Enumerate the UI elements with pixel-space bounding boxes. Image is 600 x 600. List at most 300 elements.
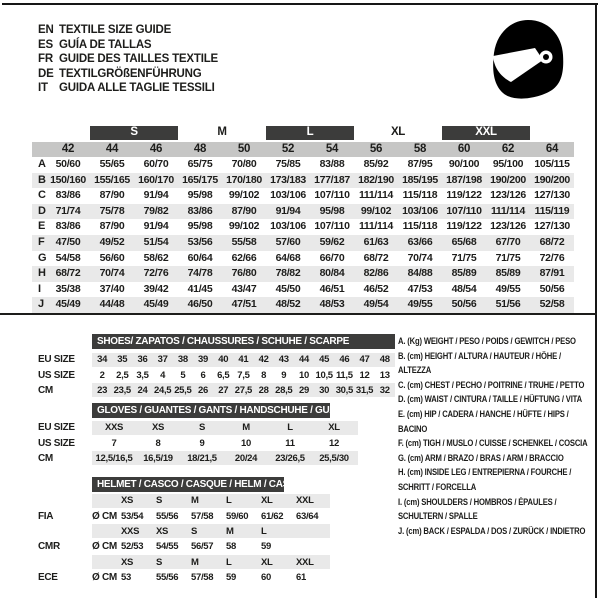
helmet-table-rows xyxy=(32,493,330,585)
size-header-values xyxy=(92,494,330,508)
measure-cell: 91/94 xyxy=(275,204,301,217)
value-cell: 24,5 xyxy=(154,384,172,396)
value-cell: 47 xyxy=(359,354,370,366)
row-label: B xyxy=(38,173,46,186)
shoes-values xyxy=(92,383,395,397)
value-cell: 52/53 xyxy=(121,541,144,553)
size-header-values xyxy=(92,524,330,538)
value-cell: 42 xyxy=(258,354,269,366)
value-cell: 59 xyxy=(261,541,271,553)
column-header-64: 64 xyxy=(545,142,559,155)
value-cell: 25,5/30 xyxy=(319,452,349,464)
row-label: CM xyxy=(38,452,53,464)
legend-item: H. (cm) INSIDE LEG / ENTREPIERNA / FOURCHE / SCHRITT / FORCELLA xyxy=(398,467,572,492)
measure-cell: 35/38 xyxy=(55,282,81,295)
value-cell: 4 xyxy=(160,369,166,381)
measure-row-b xyxy=(32,173,574,189)
measure-cell: 76/80 xyxy=(231,267,257,280)
measure-cell: 84/88 xyxy=(407,267,433,280)
language-row xyxy=(38,38,218,53)
gloves-values xyxy=(92,421,358,435)
measure-cell: 50/56 xyxy=(451,298,477,311)
row-label: EU SIZE xyxy=(38,422,75,434)
measure-cell: 39/42 xyxy=(143,282,169,295)
language-code: IT xyxy=(38,82,48,94)
language-title-block xyxy=(38,23,218,96)
size-header-cell: L xyxy=(261,525,267,537)
guide-title: TEXTILGRÖßENFÜHRUNG xyxy=(59,67,202,80)
right-border-line xyxy=(595,3,597,598)
value-cell: 34 xyxy=(97,354,108,366)
measure-cell: 61/63 xyxy=(363,235,389,248)
column-header-50: 50 xyxy=(237,142,251,155)
measure-cell: 87/95 xyxy=(407,158,433,170)
value-cell: 10 xyxy=(298,369,309,381)
row-label: H xyxy=(38,267,46,280)
value-cell: 39 xyxy=(198,354,209,366)
value-cell: 36 xyxy=(137,354,148,366)
gloves-row xyxy=(32,435,358,450)
measure-cell: 66/70 xyxy=(319,251,345,264)
column-header-48: 48 xyxy=(193,142,207,155)
shoes-size-table xyxy=(32,334,395,398)
measure-cell: 54/58 xyxy=(55,251,81,264)
measure-cell: 50/56 xyxy=(539,282,565,295)
measure-cell: 160/170 xyxy=(138,173,174,186)
value-cell: 53 xyxy=(121,572,131,584)
measure-cell: 90/100 xyxy=(448,158,480,170)
measure-cell: 111/114 xyxy=(490,204,526,217)
certification-label: FIA xyxy=(38,510,54,522)
measure-cell: 45/50 xyxy=(275,282,301,295)
measure-cell: 43/47 xyxy=(231,282,257,295)
value-cell: 35 xyxy=(117,354,128,366)
measure-cell: 119/122 xyxy=(446,189,482,202)
measure-cell: 71/75 xyxy=(495,251,521,264)
measure-cell: 85/92 xyxy=(363,158,389,170)
diameter-cm-label: Ø CM xyxy=(92,572,117,584)
value-cell: XXS xyxy=(104,422,124,434)
legend-item: C. (cm) CHEST / PECHO / POITRINE / TRUHE / PETTO xyxy=(398,379,585,390)
measure-cell: 41/45 xyxy=(187,282,213,295)
value-cell: 8 xyxy=(261,369,267,381)
value-cell: 11 xyxy=(285,437,295,449)
helmet-table-title: HELMET / CASCO / CASQUE / HELM / CASCO xyxy=(92,477,284,492)
value-cell: 37 xyxy=(157,354,168,366)
value-cell: 9 xyxy=(281,369,287,381)
measurement-legend xyxy=(398,334,594,538)
textile-size-table xyxy=(32,126,574,313)
value-cell: 43 xyxy=(278,354,289,366)
size-header-cell: M xyxy=(191,495,199,507)
value-cell: 12,5/16,5 xyxy=(95,452,133,464)
size-header-cell: S xyxy=(191,525,198,537)
measure-cell: 48/54 xyxy=(451,282,477,295)
value-cell: 57/58 xyxy=(191,510,214,522)
measure-cell: 52/58 xyxy=(539,298,565,311)
column-header-46: 46 xyxy=(149,142,163,155)
measure-cell: 53/56 xyxy=(187,235,213,248)
measure-cell: 72/76 xyxy=(143,267,169,280)
shoes-row xyxy=(32,367,395,382)
language-row xyxy=(38,23,218,38)
gloves-values xyxy=(92,436,358,450)
measure-row-d xyxy=(32,204,574,220)
measure-cell: 70/74 xyxy=(407,251,433,264)
value-cell: 16,5/19 xyxy=(143,452,173,464)
measure-cell: 44/48 xyxy=(99,298,125,311)
value-cell: 8 xyxy=(155,437,161,449)
measure-cell: 115/118 xyxy=(402,189,438,202)
measure-cell: 68/72 xyxy=(363,251,389,264)
value-cell: 24 xyxy=(137,384,148,396)
measure-cell: 64/68 xyxy=(275,251,301,264)
measure-cell: 107/110 xyxy=(314,189,350,202)
size-group-xl: XL xyxy=(390,126,406,138)
measure-cell: 49/54 xyxy=(363,298,389,311)
value-cell: 57/58 xyxy=(191,572,214,584)
size-header-cell: L xyxy=(226,495,232,507)
gloves-size-table xyxy=(32,403,358,466)
value-cell: 38 xyxy=(177,354,188,366)
value-cell: 3,5 xyxy=(136,369,149,381)
value-cell: 10 xyxy=(241,437,251,449)
size-group-row xyxy=(32,126,574,142)
size-header-cell: XS xyxy=(156,525,169,537)
gloves-table-rows xyxy=(32,420,358,466)
certification-values xyxy=(92,540,330,554)
measure-cell: 107/110 xyxy=(314,220,350,233)
value-cell: 7,5 xyxy=(237,369,250,381)
size-header-cell: S xyxy=(156,495,163,507)
size-header-cell: XS xyxy=(121,556,134,568)
size-header-cell: M xyxy=(191,556,199,568)
measure-cell: 79/82 xyxy=(143,204,169,217)
cmr-values-row xyxy=(32,539,330,554)
measure-row-h xyxy=(32,266,574,282)
measure-cell: 182/190 xyxy=(358,173,394,186)
measure-row-c xyxy=(32,188,574,204)
measure-cell: 48/53 xyxy=(319,298,345,311)
legend-item: F. (cm) TIGH / MUSLO / CUISSE / SCHENKEL / COSCIA xyxy=(398,438,588,449)
measure-cell: 95/98 xyxy=(187,189,213,202)
column-header-60: 60 xyxy=(457,142,471,155)
measure-cell: 190/200 xyxy=(534,173,570,186)
measure-cell: 58/62 xyxy=(143,251,169,264)
cmr-sizes-row xyxy=(32,524,330,539)
value-cell: 30,5 xyxy=(335,384,353,396)
measure-cell: 49/55 xyxy=(407,298,433,311)
gloves-row xyxy=(32,451,358,466)
measure-cell: 72/76 xyxy=(539,251,565,264)
measure-cell: 119/122 xyxy=(446,220,482,233)
measure-cell: 187/198 xyxy=(446,173,482,186)
value-cell: 54/55 xyxy=(156,541,179,553)
guide-title: GUIDA ALLE TAGLIE TESSILI xyxy=(59,82,215,94)
size-header-cell: XXS xyxy=(121,525,140,537)
measure-cell: 95/100 xyxy=(492,158,524,170)
row-label: D xyxy=(38,204,46,217)
column-header-52: 52 xyxy=(281,142,295,155)
measure-cell: 177/187 xyxy=(314,173,350,186)
size-header-cell: M xyxy=(226,525,234,537)
legend-item: I. (cm) SHOULDERS / HOMBROS / ÉPAULES / SCHULTERN / SPALLE xyxy=(398,496,557,522)
top-border-line xyxy=(2,3,598,5)
value-cell: 40 xyxy=(218,354,229,366)
value-cell: 45 xyxy=(319,354,330,366)
language-code: ES xyxy=(38,38,53,51)
measure-cell: 51/56 xyxy=(495,298,521,311)
row-label: I xyxy=(38,282,41,295)
value-cell: 59/60 xyxy=(226,510,249,522)
measure-cell: 78/82 xyxy=(275,267,301,280)
measure-cell: 55/65 xyxy=(99,158,125,170)
legend-item: B. (cm) HEIGHT / ALTURA / HAUTEUR / HÖHE / ALTEZZA xyxy=(398,350,561,376)
measure-cell: 56/60 xyxy=(99,251,125,264)
measure-cell: 185/195 xyxy=(402,173,438,186)
gloves-values xyxy=(92,451,358,465)
value-cell: 7 xyxy=(111,437,117,449)
measure-cell: 83/86 xyxy=(187,204,213,217)
measure-cell: 83/88 xyxy=(319,158,345,170)
row-label: G xyxy=(38,251,47,264)
value-cell: 6,5 xyxy=(217,369,230,381)
row-label: EU SIZE xyxy=(38,354,75,366)
measure-cell: 127/130 xyxy=(534,220,570,233)
certification-values xyxy=(92,509,330,523)
measure-cell: 165/175 xyxy=(182,173,218,186)
measure-cell: 82/86 xyxy=(363,267,389,280)
diameter-cm-label: Ø CM xyxy=(92,510,117,522)
certification-label: ECE xyxy=(38,572,58,584)
measure-cell: 50/60 xyxy=(55,158,81,170)
measure-cell: 127/130 xyxy=(534,189,570,202)
value-cell: 12 xyxy=(359,369,370,381)
value-cell: 46 xyxy=(339,354,350,366)
measure-cell: 37/40 xyxy=(99,282,125,295)
legend-item: J. (cm) BACK / ESPALDA / DOS / ZURÜCK / INDIETRO xyxy=(398,525,586,536)
measure-cell: 103/106 xyxy=(270,189,306,202)
measure-cell: 83/86 xyxy=(55,220,81,233)
measure-row-f xyxy=(32,235,574,251)
measure-cell: 68/72 xyxy=(55,267,81,280)
size-header-values xyxy=(92,555,330,569)
measure-row-e xyxy=(32,219,574,235)
measure-cell: 107/110 xyxy=(446,204,482,217)
measure-cell: 83/86 xyxy=(55,189,81,202)
measure-cell: 65/75 xyxy=(187,158,213,170)
row-label: J xyxy=(38,298,44,311)
size-header-cell: XL xyxy=(261,495,273,507)
measure-cell: 87/90 xyxy=(99,220,125,233)
gloves-row xyxy=(32,420,358,435)
column-header-58: 58 xyxy=(413,142,427,155)
row-label: C xyxy=(38,189,46,202)
measure-cell: 70/74 xyxy=(99,267,125,280)
measure-cell: 111/114 xyxy=(358,189,394,202)
language-row xyxy=(38,81,218,96)
shoes-table-title: SHOES/ ZAPATOS / CHAUSSURES / SCHUHE / SCARPE xyxy=(92,334,395,349)
row-label: F xyxy=(38,235,45,248)
guide-title: GUIDE DES TAILLES TEXTILE xyxy=(59,53,218,65)
section-divider-line xyxy=(0,313,597,315)
value-cell: 28 xyxy=(258,384,269,396)
value-cell: 44 xyxy=(298,354,309,366)
value-cell: XL xyxy=(328,422,340,434)
fia-sizes-row xyxy=(32,493,330,508)
value-cell: 31,5 xyxy=(355,384,374,396)
size-group-m: M xyxy=(217,126,227,138)
value-cell: S xyxy=(198,422,206,434)
measure-cell: 123/126 xyxy=(490,189,526,202)
row-label: E xyxy=(38,220,46,233)
value-cell: 9 xyxy=(199,437,205,449)
shoes-row xyxy=(32,352,395,367)
size-header-cell: XS xyxy=(121,495,134,507)
value-cell: 60 xyxy=(261,572,271,584)
measure-cell: 111/114 xyxy=(358,220,394,233)
shoes-values xyxy=(92,353,395,367)
measure-row-i xyxy=(32,282,574,298)
measure-cell: 45/49 xyxy=(143,298,169,311)
measure-cell: 91/94 xyxy=(143,220,169,233)
value-cell: 30 xyxy=(319,384,330,396)
value-cell: M xyxy=(242,422,250,434)
value-cell: 61 xyxy=(296,572,306,584)
measure-cell: 48/52 xyxy=(275,298,301,311)
certification-label: CMR xyxy=(38,541,60,553)
value-cell: 2,5 xyxy=(116,369,129,381)
value-cell: 18/21,5 xyxy=(187,452,217,464)
measure-cell: 74/78 xyxy=(187,267,213,280)
measure-cell: 95/98 xyxy=(319,204,345,217)
measure-cell: 99/102 xyxy=(360,204,392,217)
value-cell: 27 xyxy=(218,384,229,396)
value-cell: 20/24 xyxy=(234,452,258,464)
certification-values xyxy=(92,571,330,585)
measure-cell: 87/90 xyxy=(231,204,257,217)
value-cell: 23 xyxy=(97,384,108,396)
shoes-values xyxy=(92,368,395,382)
value-cell: 23/26,5 xyxy=(275,452,305,464)
measure-row-j xyxy=(32,297,574,313)
measure-cell: 95/98 xyxy=(187,220,213,233)
measure-row-a xyxy=(32,157,574,173)
value-cell: 26 xyxy=(198,384,209,396)
measure-cell: 71/75 xyxy=(451,251,477,264)
value-cell: 48 xyxy=(379,354,390,366)
language-code: FR xyxy=(38,53,53,65)
gloves-table-title: GLOVES / GUANTES / GANTS / HANDSCHUHE / GUANTI xyxy=(92,403,330,418)
measure-cell: 60/70 xyxy=(143,158,169,170)
measure-cell: 68/72 xyxy=(539,235,565,248)
value-cell: 55/56 xyxy=(156,572,179,584)
value-cell: 61/62 xyxy=(261,510,284,522)
size-header-cell: L xyxy=(226,556,232,568)
value-cell: 27,5 xyxy=(234,384,253,396)
row-label: CM xyxy=(38,384,53,396)
language-code: DE xyxy=(38,67,54,80)
corner-cell xyxy=(32,142,46,158)
helmet-size-table xyxy=(32,477,330,585)
measure-cell: 71/74 xyxy=(55,204,81,217)
value-cell: 10,5 xyxy=(315,369,333,381)
measure-cell: 87/91 xyxy=(539,267,565,280)
measure-cell: 150/160 xyxy=(50,173,86,186)
legend-item: A. (Kg) WEIGHT / PESO / POIDS / GEWITCH / PESO xyxy=(398,336,576,346)
size-group-s: S xyxy=(90,126,178,140)
language-row xyxy=(38,52,218,67)
value-cell: 2 xyxy=(99,369,105,381)
value-cell: 11,5 xyxy=(335,369,353,381)
legend-item: G. (cm) ARM / BRAZO / BRAS / ARM / BRACCIO xyxy=(398,452,564,463)
measure-cell: 46/51 xyxy=(319,282,345,295)
measure-cell: 75/78 xyxy=(99,204,125,217)
column-header-56: 56 xyxy=(369,142,383,155)
value-cell: 53/54 xyxy=(121,510,144,522)
measure-cell: 47/50 xyxy=(55,235,81,248)
guide-title: TEXTILE SIZE GUIDE xyxy=(59,24,172,36)
value-cell: 63/64 xyxy=(296,510,319,522)
measure-cell: 46/52 xyxy=(363,282,389,295)
size-header-cell: XXL xyxy=(296,556,314,568)
row-label: US SIZE xyxy=(38,437,75,449)
measure-cell: 99/102 xyxy=(228,189,260,202)
measure-cell: 75/85 xyxy=(275,158,301,170)
size-group-xxl: XXL xyxy=(442,126,530,140)
measure-cell: 49/52 xyxy=(99,235,125,248)
value-cell: 28,5 xyxy=(275,384,293,396)
measure-cell: 87/90 xyxy=(99,189,125,202)
value-cell: 5 xyxy=(180,369,186,381)
legend-item: E. (cm) HIP / CADERA / HANCHE / HÜFTE / HIPS / BACINO xyxy=(398,408,569,434)
measure-cell: 60/64 xyxy=(187,251,213,264)
measure-cell: 55/58 xyxy=(231,235,257,248)
column-header-54: 54 xyxy=(325,142,339,155)
language-row xyxy=(38,67,218,82)
measure-cell: 173/183 xyxy=(270,173,306,186)
measure-cell: 45/49 xyxy=(55,298,81,311)
value-cell: 6 xyxy=(200,369,206,381)
value-cell: 41 xyxy=(238,354,249,366)
measure-cell: 70/80 xyxy=(231,158,257,170)
measure-cell: 65/68 xyxy=(451,235,477,248)
value-cell: 12 xyxy=(329,437,339,449)
language-code: EN xyxy=(38,24,54,36)
value-cell: 56/57 xyxy=(191,541,214,553)
measure-cell: 115/119 xyxy=(534,204,570,217)
value-cell: 13 xyxy=(379,369,390,381)
measure-cell: 80/84 xyxy=(319,267,345,280)
value-cell: 59 xyxy=(226,572,236,584)
measure-cell: 46/50 xyxy=(187,298,213,311)
value-cell: L xyxy=(287,422,293,434)
column-header-62: 62 xyxy=(501,142,515,155)
column-header-row xyxy=(32,142,574,158)
shoes-row xyxy=(32,383,395,398)
measure-cell: 123/126 xyxy=(490,220,526,233)
column-header-44: 44 xyxy=(105,142,119,155)
diameter-cm-label: Ø CM xyxy=(92,541,117,553)
measure-cell: 51/54 xyxy=(143,235,169,248)
measure-cell: 67/70 xyxy=(495,235,521,248)
size-header-cell: S xyxy=(156,556,163,568)
measure-cell: 91/94 xyxy=(143,189,169,202)
value-cell: 58 xyxy=(226,541,236,553)
measure-cell: 59/62 xyxy=(319,235,345,248)
fia-values-row xyxy=(32,508,330,523)
measure-cell: 63/66 xyxy=(407,235,433,248)
